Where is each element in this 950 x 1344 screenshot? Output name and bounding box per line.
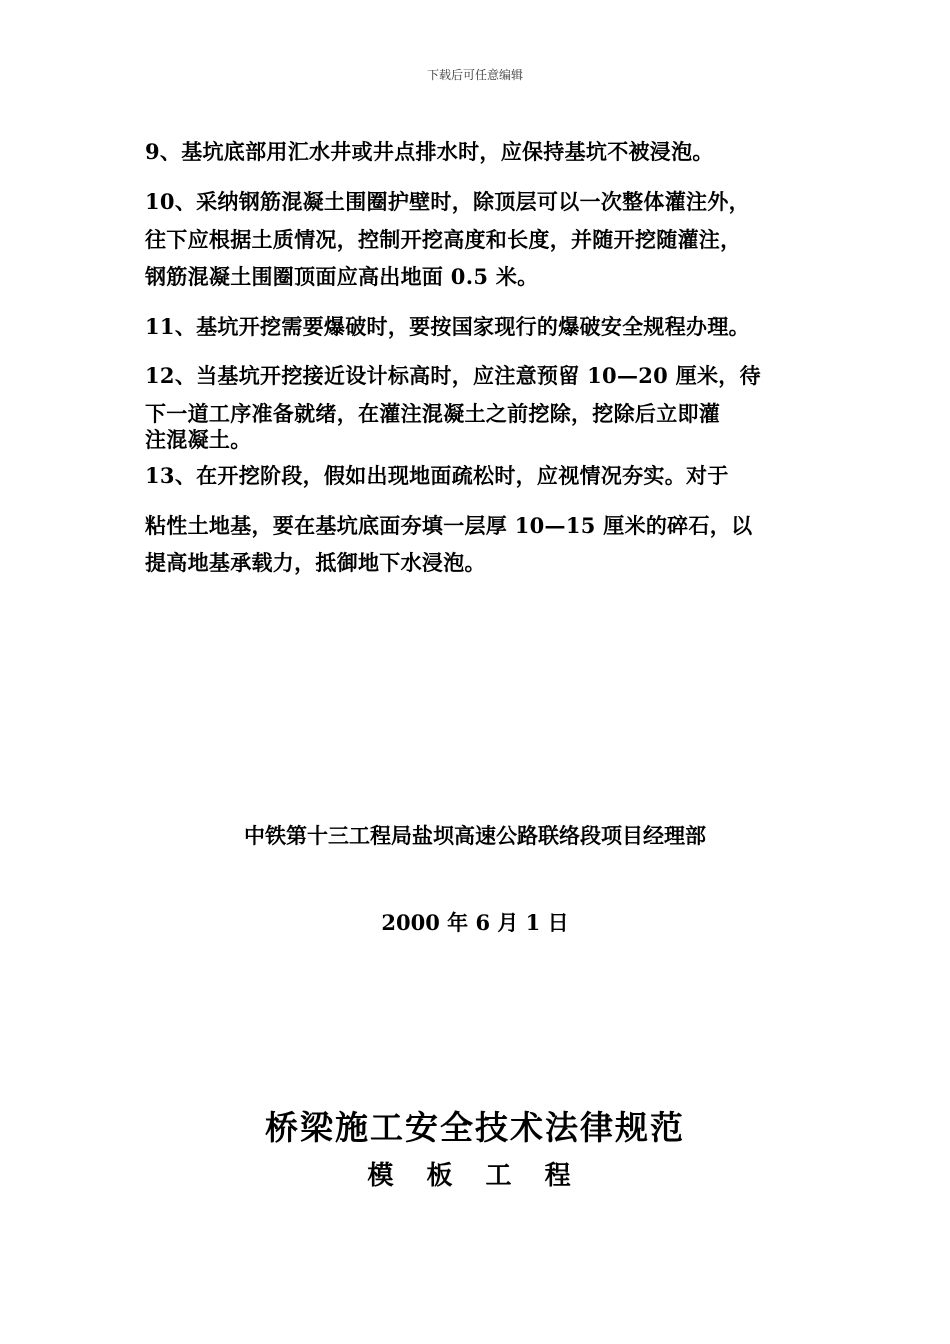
paragraph-item-13-line-1: 13、在开挖阶段，假如出现地面疏松时，应视情况夯实。对于 [145,463,729,488]
paragraph-item-13-line-3: 提高地基承载力，抵御地下水浸泡。 [145,550,486,575]
paragraph-item-11: 11、基坑开挖需要爆破时，要按国家现行的爆破安全规程办理。 [145,314,750,339]
signature-organization: 中铁第十三工程局盐坝高速公路联络段项目经理部 [244,823,706,848]
section-title: 桥梁施工安全技术法律规范 [265,1108,685,1147]
paragraph-item-12-line-1: 12、当基坑开挖接近设计标高时，应注意预留 10—20 厘米，待 [145,363,761,388]
paragraph-item-9: 9、基坑底部用汇水井或井点排水时，应保持基坑不被浸泡。 [145,139,714,164]
signature-date: 2000 年 6 月 1 日 [381,910,569,935]
paragraph-item-12-line-2: 下一道工序准备就绪，在灌注混凝土之前挖除，挖除后立即灌 [145,401,721,426]
section-subtitle: 模 板 工 程 [367,1161,583,1191]
paragraph-item-10-line-3: 钢筋混凝土围圈顶面应高出地面 0.5 米。 [145,264,539,289]
paragraph-item-13-line-2: 粘性土地基，要在基坑底面夯填一层厚 10—15 厘米的碎石，以 [145,513,753,538]
paragraph-item-10-line-2: 往下应根据土质情况，控制开挖高度和长度，并随开挖随灌注， [145,227,742,252]
paragraph-item-10-line-1: 10、采纳钢筋混凝土围圈护壁时，除顶层可以一次整体灌注外， [145,189,750,214]
page-header-note: 下载后可任意编辑 [426,68,523,82]
paragraph-item-12-line-3: 注混凝土。 [145,427,252,452]
